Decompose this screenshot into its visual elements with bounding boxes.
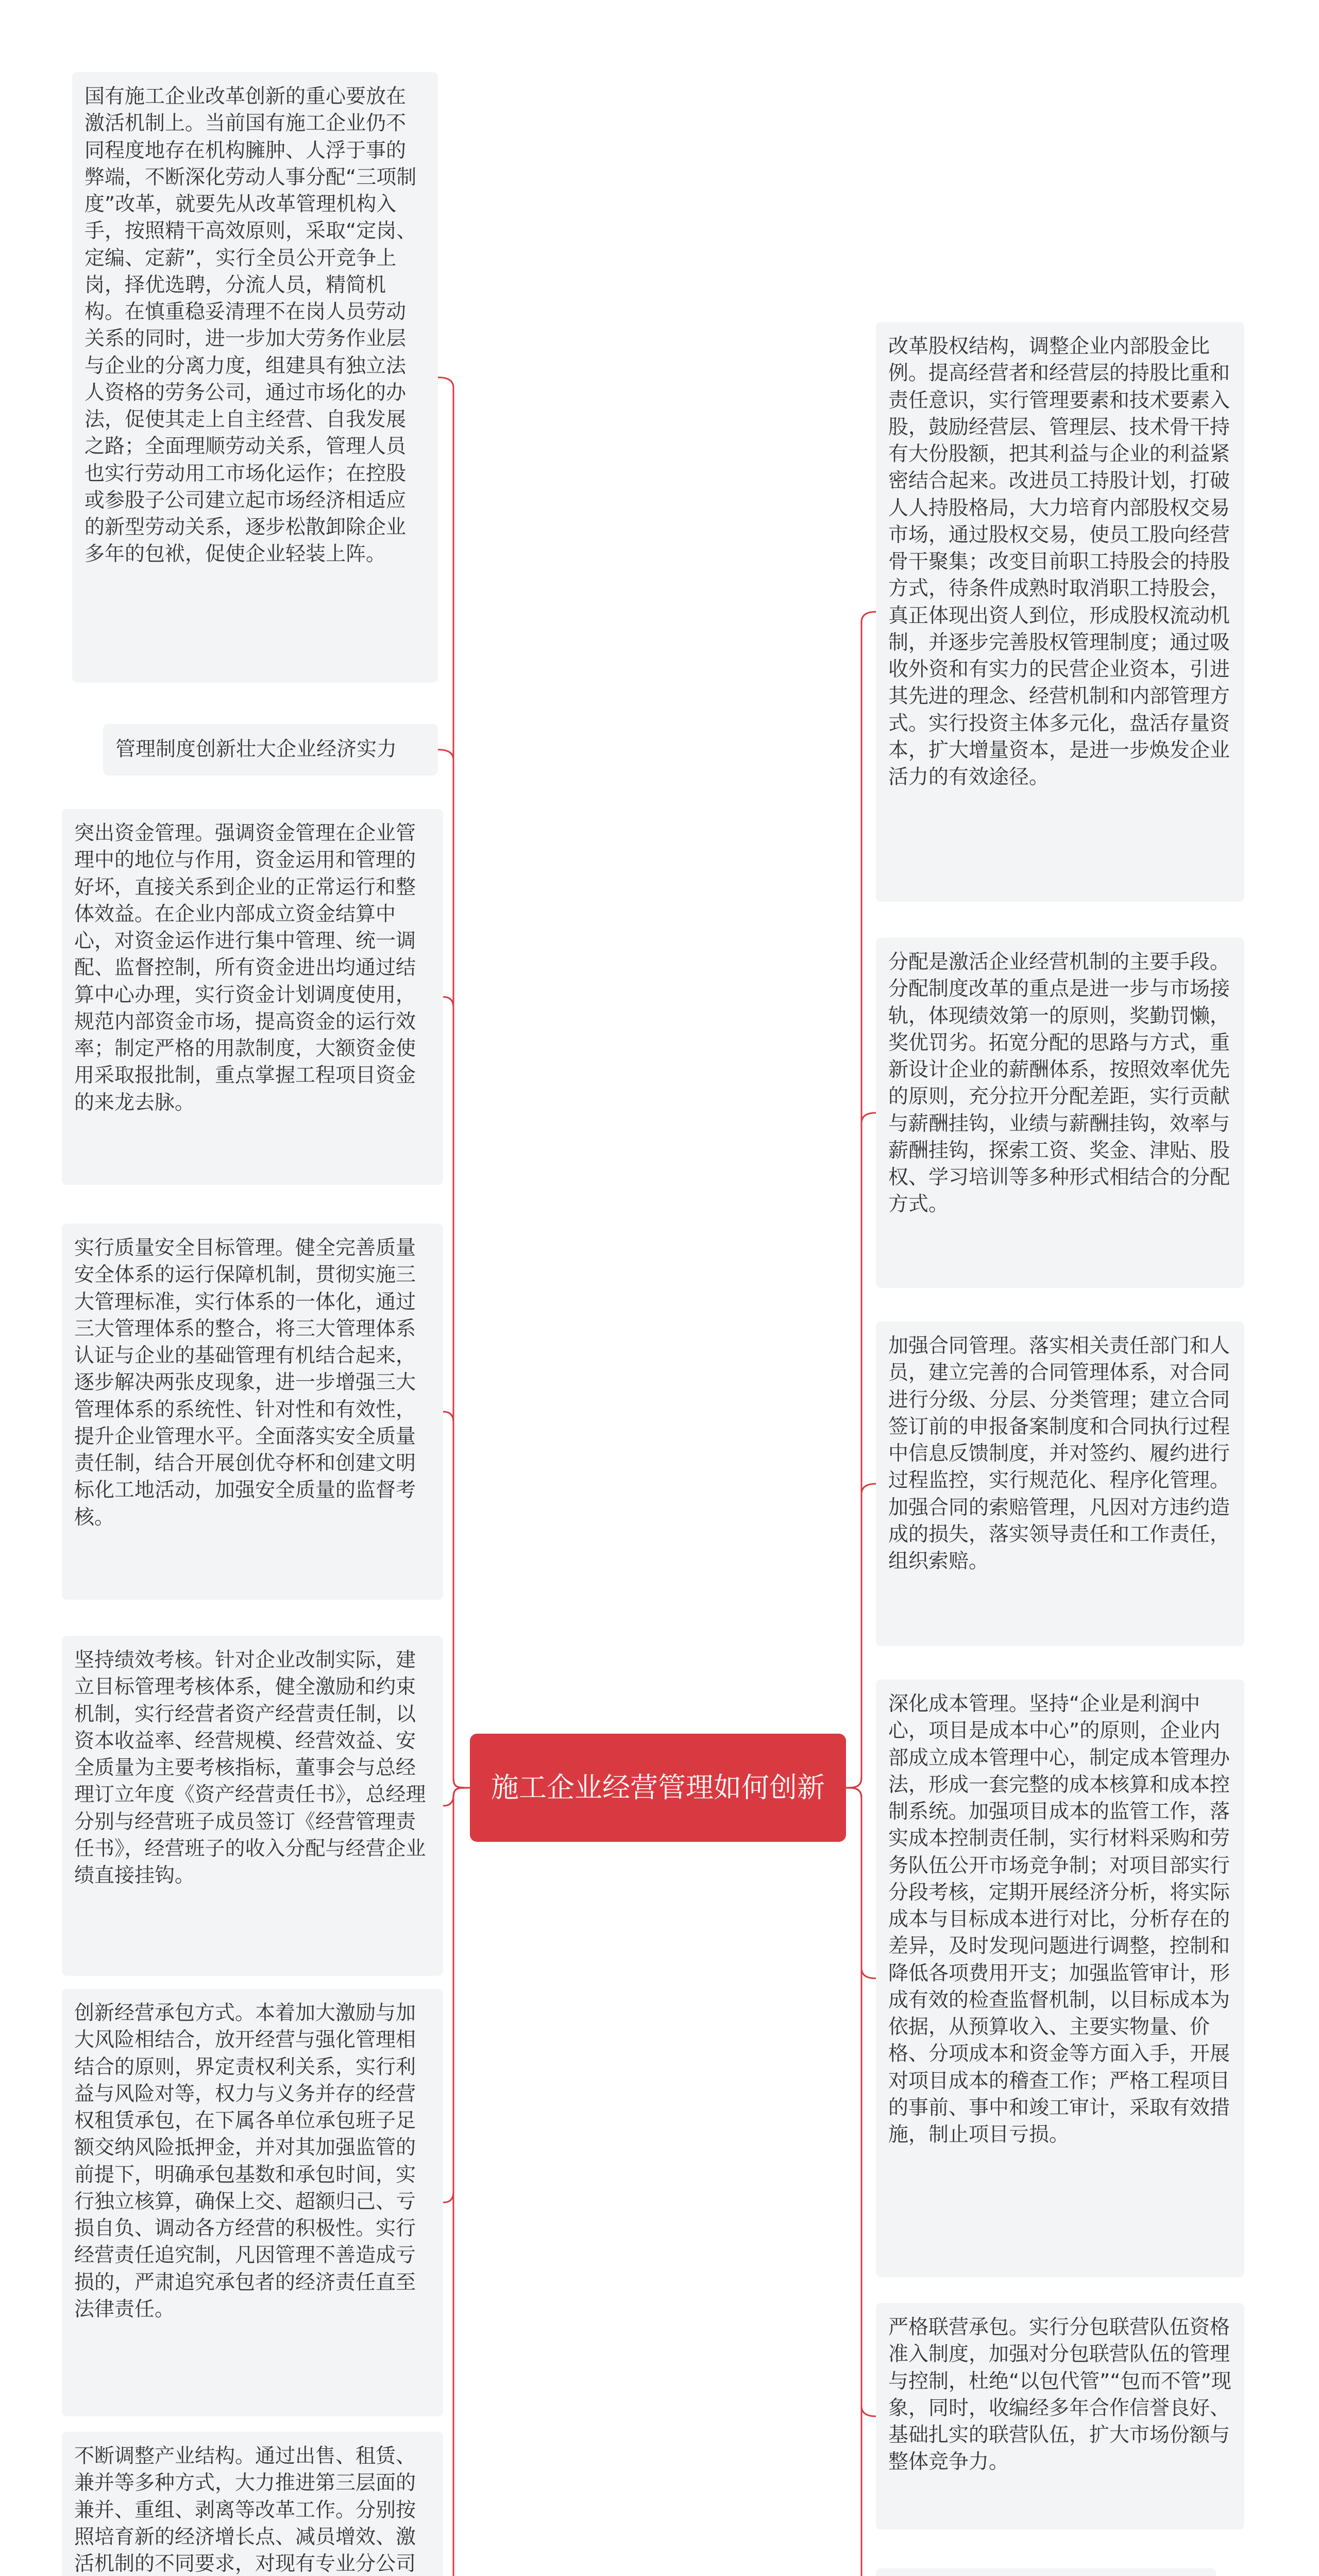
right-node-equity-structure[interactable]: 改革股权结构，调整企业内部股金比例。提高经营者和经营层的持股比重和责任意识，实行管理要素和技术要素入股，鼓励经营层、管理层、技术骨干持有大份股额，把其利益与企业的利益紧密结合起来。改进员工持股计划，打破人人持股格局，大力培育内部股权交易市场，通过股权交易，使员工股向经营骨干聚集；改变目前职工持股会的持股方式，待条件成熟时取消职工持股会，真正体现出资人到位，形成股权流动机制，并逐步完善股权管理制度；通过吸收外资和有实力的民营企业资本，引进其先进的理念、经营机制和内部管理方式。实行投资主体多元化，盘活存量资本，扩大增量资本，是进一步焕发企业活力的有效途径。 (876, 322, 1244, 902)
right-node-cost-management[interactable]: 深化成本管理。坚持“企业是利润中心，项目是成本中心”的原则，企业内部成立成本管理中心，制定成本管理办法，形成一套完整的成本核算和成本控制系统。加强项目成本的监管工作，落实成本控制责任制，实行材料采购和劳务队伍公开市场竞争制；对项目部实行分段考核，定期开展经济分析，将实际成本与目标成本进行对比，分析存在的差异，及时发现问题进行调整，控制和降低各项费用开支；加强监管审计，形成有效的检查监督机制，以目标成本为依据，从预算收入、主要实物量、价格、分项成本和资金等方面入手，开展对项目成本的稽查工作；严格工程项目的事前、事中和竣工审计，采取有效措施，制止项目亏损。 (876, 1680, 1244, 2277)
right-node-joint-contracting[interactable]: 严格联营承包。实行分包联营队伍资格准入制度，加强对分包联营队伍的管理与控制，杜绝“以包代管”“包而不管”现象，同时，收编经多年合作信誉良好、基础扎实的联营队伍，扩大市场份额与整体竞争力。 (876, 2303, 1244, 2530)
left-node-contract-operation[interactable]: 创新经营承包方式。本着加大激励与加大风险相结合，放开经营与强化管理相结合的原则，界定责权利关系，实行利益与风险对等，权力与义务并存的经营权租赁承包，在下属各单位承包班子足额交纳风险抵押金，并对其加强监管的前提下，明确承包基数和承包时间，实行独立核算，确保上交、超额归己、亏损自负、调动各方经营的积极性。实行经营责任追究制，凡因管理不善造成亏损的，严肃追究承包者的经济责任直至法律责任。 (62, 1989, 443, 2416)
left-connector-7 (443, 1788, 470, 2576)
right-node-distribution[interactable]: 分配是激活企业经营机制的主要手段。分配制度改革的重点是进一步与市场接轨，体现绩效第一的原则，奖勤罚懒，奖优罚劣。拓宽分配的思路与方式，重新设计企业的薪酬体系，按照效率优先的原则，充分拉开分配差距，实行贡献与薪酬挂钩，业绩与薪酬挂钩，效率与薪酬挂钩，探索工资、奖金、津贴、股权、学习培训等多种形式相结合的分配方式。 (876, 938, 1244, 1288)
right-node-contract-management[interactable]: 加强合同管理。落实相关责任部门和人员，建立完善的合同管理体系，对合同进行分级、分层、分类管理；建立合同签订前的申报备案制度和合同执行过程中信息反馈制度，并对签约、履约进行过程监控，实行规范化、程序化管理。加强合同的索赔管理，凡因对方违约造成的损失，落实领导责任和工作责任，组织索赔。 (876, 1321, 1244, 1646)
left-node-management-innovation[interactable]: 管理制度创新壮大企业经济实力 (103, 724, 438, 775)
left-node-fund-management[interactable]: 突出资金管理。强调资金管理在企业管理中的地位与作用，资金运用和管理的好坏，直接关系到企业的正常运行和整体效益。在企业内部成立资金结算中心，对资金运作进行集中管理、统一调配、监督控制，所有资金进出均通过结算中心办理，实行资金计划调度使用，规范内部资金市场，提高资金的运行效率；制定严格的用款制度，大额资金使用采取报批制，重点掌握工程项目资金的来龙去脉。 (62, 809, 443, 1185)
right-connector-2 (846, 1484, 876, 1788)
left-connector-3 (443, 1412, 470, 1788)
left-connector-4 (443, 1788, 470, 1806)
left-connector-6 (443, 1788, 470, 2576)
left-node-labor-reform[interactable]: 国有施工企业改革创新的重心要放在激活机制上。当前国有施工企业仍不同程度地存在机构臃肿、人浮于事的弊端，不断深化劳动人事分配“三项制度”改革，就要先从改革管理机构入手，按照精干高效原则，采取“定岗、定编、定薪”，实行全员公开竞争上岗，择优选聘，分流人员，精简机构。在慎重稳妥清理不在岗人员劳动关系的同时，进一步加大劳务作业层与企业的分离力度，组建具有独立法人资格的劳务公司，通过市场化的办法，促使其走上自主经营、自我发展之路；全面理顺劳动关系，管理人员也实行劳动用工市场化运作；在控股或参股子公司建立起市场经济相适应的新型劳动关系，逐步松散卸除企业多年的包袱，促使企业轻装上阵。 (72, 72, 438, 683)
left-node-quality-safety[interactable]: 实行质量安全目标管理。健全完善质量安全体系的运行保障机制，贯彻实施三大管理标准，实行体系的一体化，通过三大管理体系的整合，将三大管理体系认证与企业的基础管理有机结合起来，逐步解决两张皮现象，进一步增强三大管理体系的系统性、针对性和有效性，提升企业管理水平。全面落实安全质量责任制，结合开展创优夺杯和创建文明标化工地活动，加强安全质量的监督考核。 (62, 1224, 443, 1600)
right-node-organization-innovation[interactable] (876, 2568, 1216, 2576)
right-connector-8 (846, 1788, 876, 2576)
left-node-industrial-structure[interactable]: 不断调整产业结构。通过出售、租赁、兼并等多种方式，大力推进第三层面的兼并、重组、剥离等改革工作。分别按照培育新的经济增长点、减员增效、激活机制的不同要求，对现有专业分公司 (62, 2432, 443, 2576)
left-connector-2 (443, 997, 470, 1788)
left-node-performance-assessment[interactable]: 坚持绩效考核。针对企业改制实际，建立目标管理考核体系，健全激励和约束机制，实行经营者资产经营责任制，以资本收益率、经营规模、经营效益、安全质量为主要考核指标，董事会与总经理订立年度《资产经营责任书》，总经理分别与经营班子成员签订《经营管理责任书》，经营班子的收入分配与经营企业绩直接挂钩。 (62, 1636, 443, 1976)
left-connector-5 (443, 1788, 470, 2202)
center-topic[interactable]: 施工企业经营管理如何创新 (470, 1734, 846, 1842)
